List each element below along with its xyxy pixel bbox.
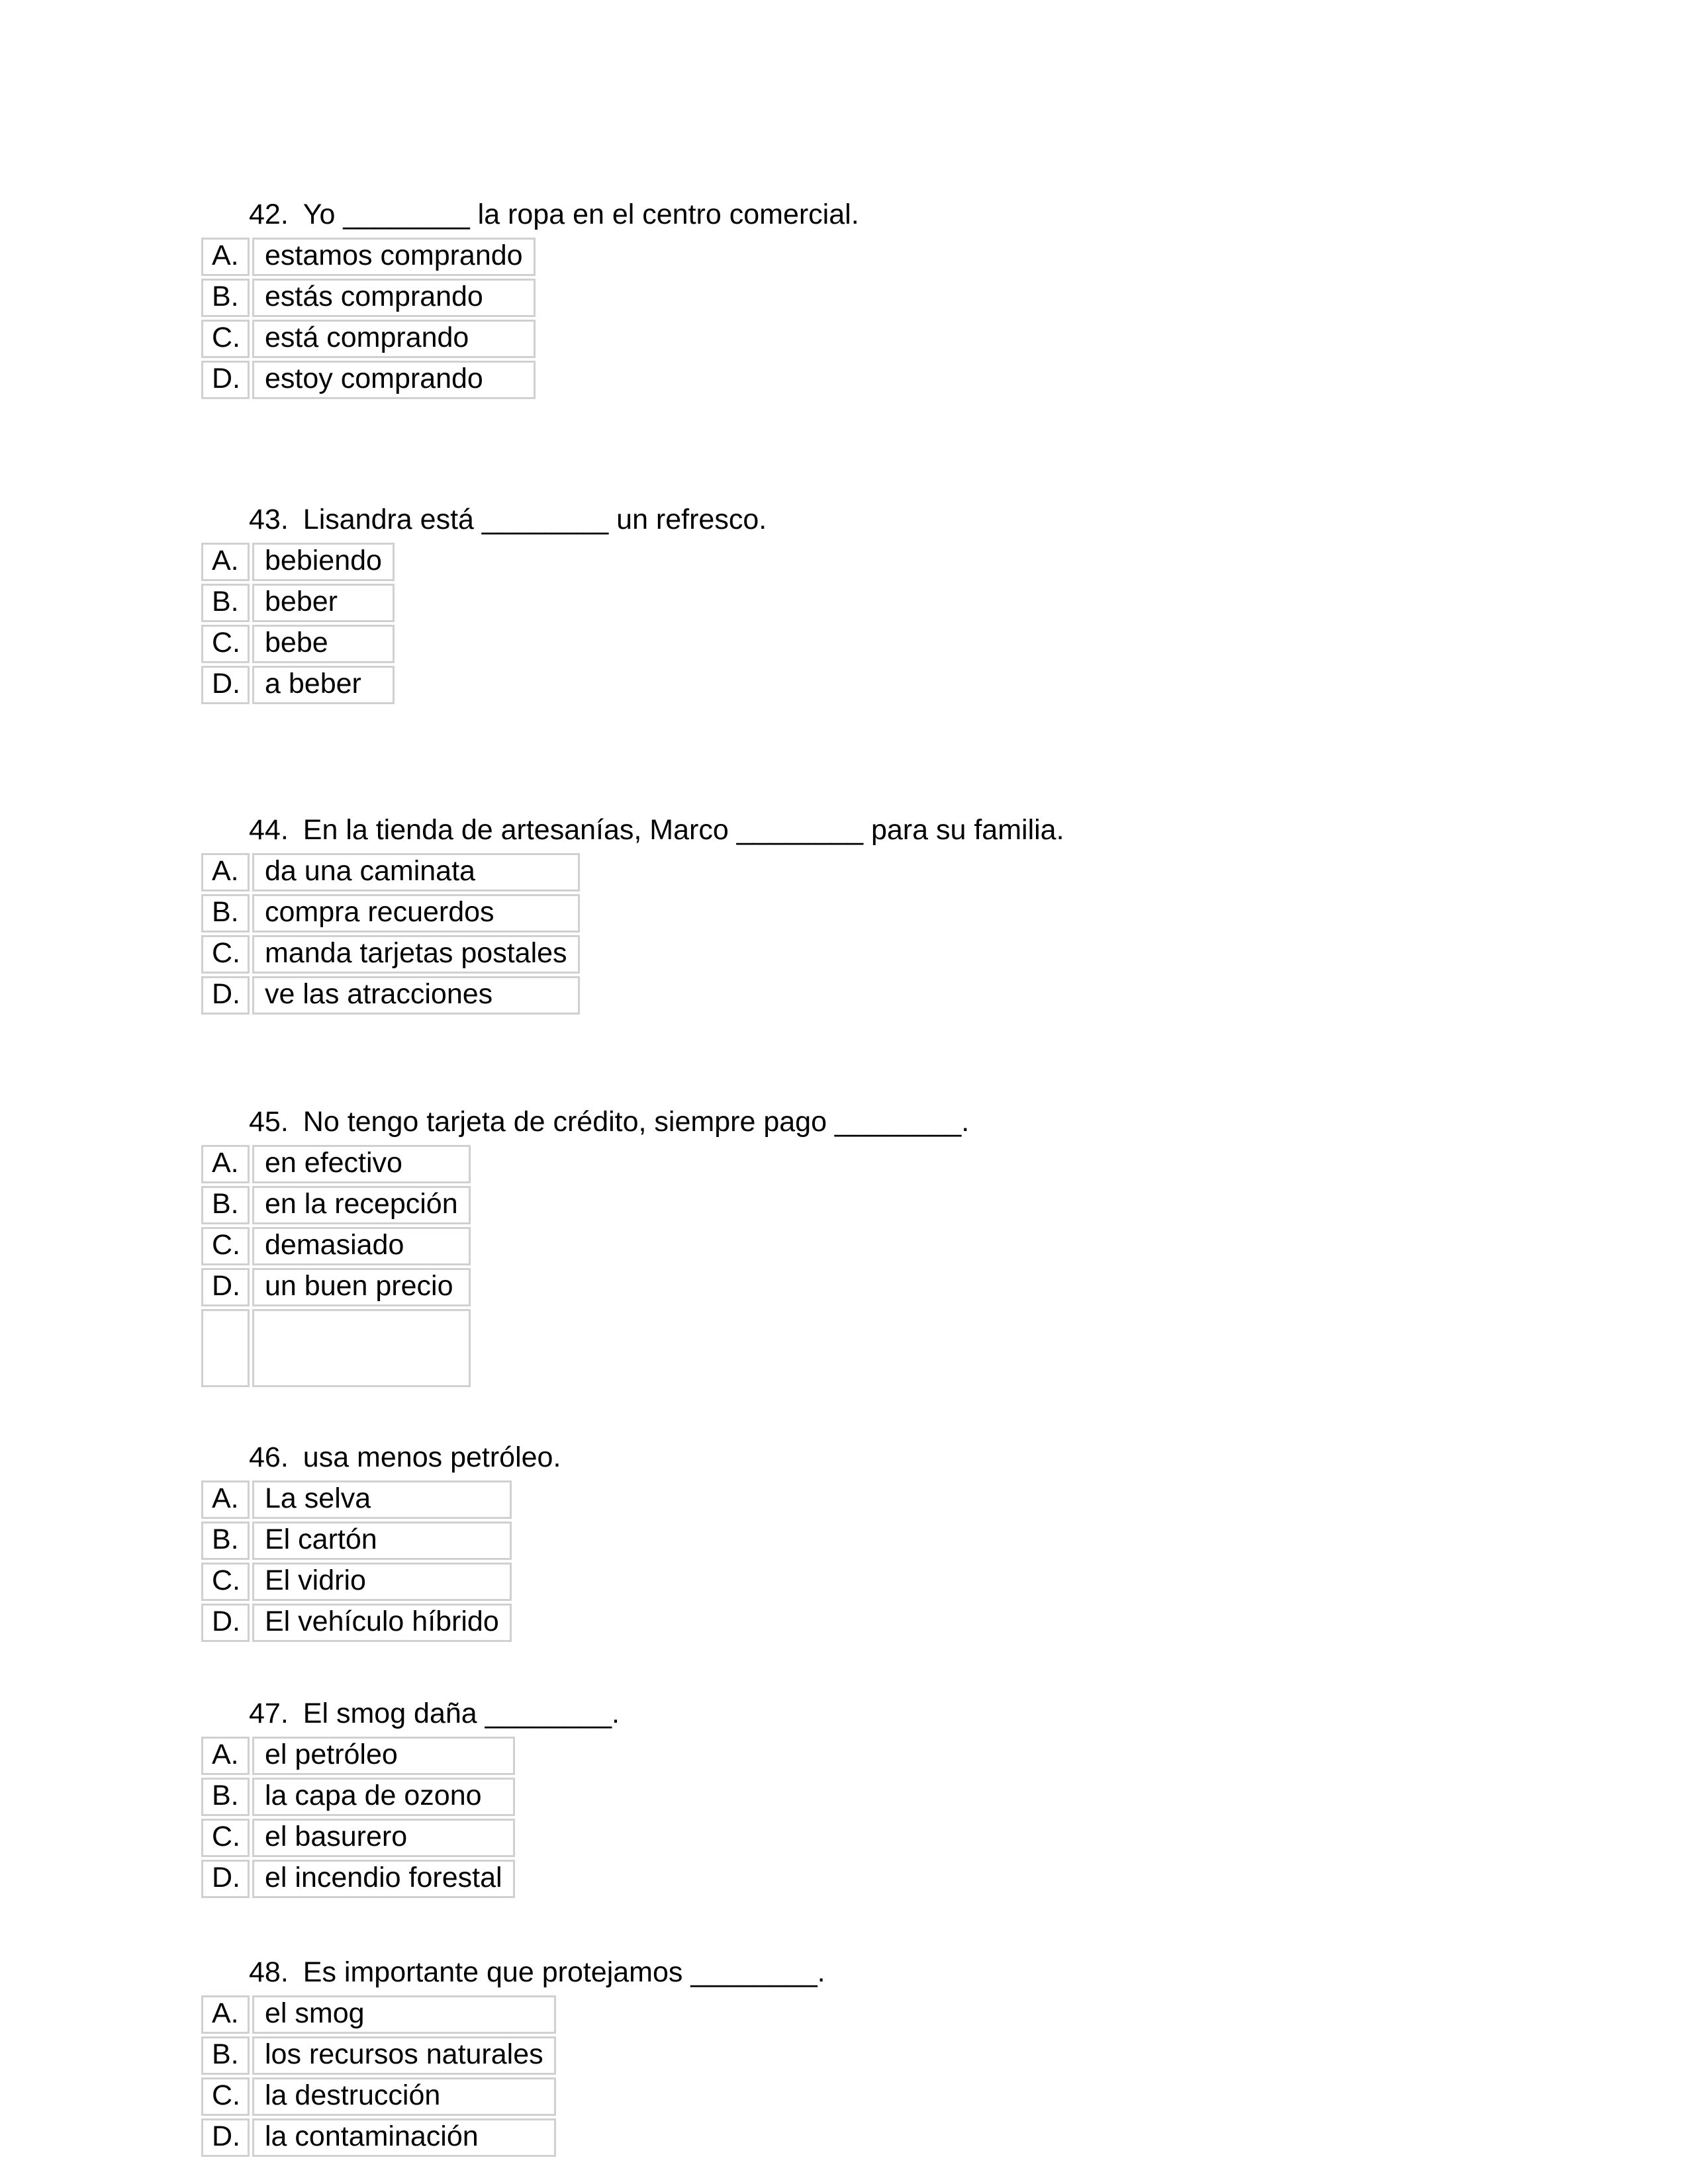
question-43-block (199, 501, 1688, 707)
question-45-line (249, 1103, 1688, 1141)
question-prompt: Lisandra está ________ un refresco. (303, 504, 767, 535)
option-text-cell: la capa de ozono (252, 1778, 515, 1816)
question-number: 46. (249, 1441, 289, 1473)
option-row (201, 853, 580, 891)
question-47-line (249, 1695, 1688, 1733)
option-letter-cell: D. (201, 976, 250, 1015)
option-text-cell: la contaminación (252, 2118, 556, 2157)
option-row (201, 625, 395, 663)
option-letter-cell: A. (201, 543, 250, 581)
option-text-cell: estás comprando (252, 279, 536, 317)
option-row (201, 1227, 471, 1265)
question-46-options-table (199, 1478, 514, 1645)
question-46-block (199, 1439, 1688, 1645)
option-row (201, 320, 536, 358)
question-48-options-table (199, 1993, 559, 2160)
option-letter-cell: D. (201, 666, 250, 704)
question-number: 44. (249, 814, 289, 846)
option-text-cell: el smog (252, 1995, 556, 2034)
option-text-cell: el incendio forestal (252, 1860, 515, 1898)
option-text-cell: ve las atracciones (252, 976, 580, 1015)
option-letter-cell: B. (201, 1778, 250, 1816)
option-letter-cell: B. (201, 279, 250, 317)
empty-letter-cell (201, 1309, 250, 1387)
question-number: 48. (249, 1956, 289, 1988)
option-text-cell: manda tarjetas postales (252, 935, 580, 974)
question-47-options-table (199, 1734, 518, 1901)
option-letter-cell: A. (201, 853, 250, 891)
option-row (201, 1604, 512, 1642)
option-row (201, 1995, 556, 2034)
option-row (201, 543, 395, 581)
option-letter-cell: D. (201, 1604, 250, 1642)
option-letter-cell: A. (201, 1737, 250, 1775)
question-45-options-table (199, 1142, 473, 1390)
option-text-cell: bebiendo (252, 543, 395, 581)
question-44-options-table (199, 850, 583, 1017)
option-letter-cell: B. (201, 2036, 250, 2075)
option-letter-cell: C. (201, 1819, 250, 1857)
option-letter-cell: C. (201, 935, 250, 974)
option-letter-cell: B. (201, 894, 250, 933)
question-42-line (249, 196, 1688, 234)
option-letter-cell: A. (201, 1995, 250, 2034)
option-text-cell: en la recepción (252, 1186, 471, 1224)
option-text-cell: compra recuerdos (252, 894, 580, 933)
question-number: 45. (249, 1106, 289, 1138)
question-42-options-table (199, 235, 538, 402)
option-letter-cell: A. (201, 1145, 250, 1183)
question-42-block (199, 196, 1688, 402)
option-text-cell: bebe (252, 625, 395, 663)
question-45-block (199, 1103, 1688, 1390)
empty-option-row (201, 1309, 471, 1387)
option-row (201, 935, 580, 974)
option-text-cell: estamos comprando (252, 238, 536, 276)
option-text-cell: el petróleo (252, 1737, 515, 1775)
option-row (201, 1563, 512, 1601)
question-47-block (199, 1695, 1688, 1901)
question-prompt: El smog daña ________. (303, 1698, 620, 1729)
option-letter-cell: C. (201, 2077, 250, 2116)
empty-text-cell (252, 1309, 471, 1387)
question-prompt: No tengo tarjeta de crédito, siempre pago ________. (303, 1106, 970, 1138)
question-43-line (249, 501, 1688, 539)
option-letter-cell: C. (201, 320, 250, 358)
option-row (201, 361, 536, 399)
option-row (201, 2036, 556, 2075)
option-row (201, 2118, 556, 2157)
option-row (201, 1186, 471, 1224)
option-text-cell: a beber (252, 666, 395, 704)
question-number: 43. (249, 504, 289, 535)
option-text-cell: en efectivo (252, 1145, 471, 1183)
question-prompt: Es importante que protejamos ________. (303, 1956, 825, 1988)
option-text-cell: la destrucción (252, 2077, 556, 2116)
option-row (201, 894, 580, 933)
question-44-block (199, 811, 1688, 1017)
option-row (201, 2077, 556, 2116)
option-letter-cell: B. (201, 1186, 250, 1224)
question-48-block (199, 1954, 1688, 2160)
option-text-cell: beber (252, 584, 395, 622)
option-text-cell: El cartón (252, 1522, 512, 1560)
question-prompt: Yo ________ la ropa en el centro comercial. (303, 199, 859, 230)
option-row (201, 976, 580, 1015)
question-prompt: En la tienda de artesanías, Marco ________ para su familia. (303, 814, 1064, 846)
option-row (201, 666, 395, 704)
option-text-cell: El vidrio (252, 1563, 512, 1601)
option-text-cell: demasiado (252, 1227, 471, 1265)
option-row (201, 1778, 515, 1816)
question-48-line (249, 1954, 1688, 1991)
option-text-cell: está comprando (252, 320, 536, 358)
option-letter-cell: D. (201, 2118, 250, 2157)
option-row (201, 1860, 515, 1898)
option-text-cell: da una caminata (252, 853, 580, 891)
question-46-line (249, 1439, 1688, 1477)
option-row (201, 1480, 512, 1519)
option-text-cell: La selva (252, 1480, 512, 1519)
option-row (201, 584, 395, 622)
question-number: 42. (249, 199, 289, 230)
option-letter-cell: B. (201, 584, 250, 622)
option-row (201, 1522, 512, 1560)
option-letter-cell: C. (201, 1227, 250, 1265)
option-text-cell: un buen precio (252, 1268, 471, 1306)
option-row (201, 279, 536, 317)
option-letter-cell: A. (201, 1480, 250, 1519)
option-text-cell: estoy comprando (252, 361, 536, 399)
option-row (201, 238, 536, 276)
option-row (201, 1819, 515, 1857)
option-row (201, 1268, 471, 1306)
question-43-options-table (199, 540, 397, 707)
option-letter-cell: B. (201, 1522, 250, 1560)
option-text-cell: los recursos naturales (252, 2036, 556, 2075)
option-row (201, 1737, 515, 1775)
option-letter-cell: C. (201, 625, 250, 663)
question-44-line (249, 811, 1688, 849)
option-letter-cell: D. (201, 1268, 250, 1306)
question-number: 47. (249, 1698, 289, 1729)
option-letter-cell: C. (201, 1563, 250, 1601)
option-text-cell: el basurero (252, 1819, 515, 1857)
option-letter-cell: D. (201, 361, 250, 399)
option-letter-cell: D. (201, 1860, 250, 1898)
option-text-cell: El vehículo híbrido (252, 1604, 512, 1642)
question-prompt: usa menos petróleo. (303, 1441, 561, 1473)
option-letter-cell: A. (201, 238, 250, 276)
option-row (201, 1145, 471, 1183)
